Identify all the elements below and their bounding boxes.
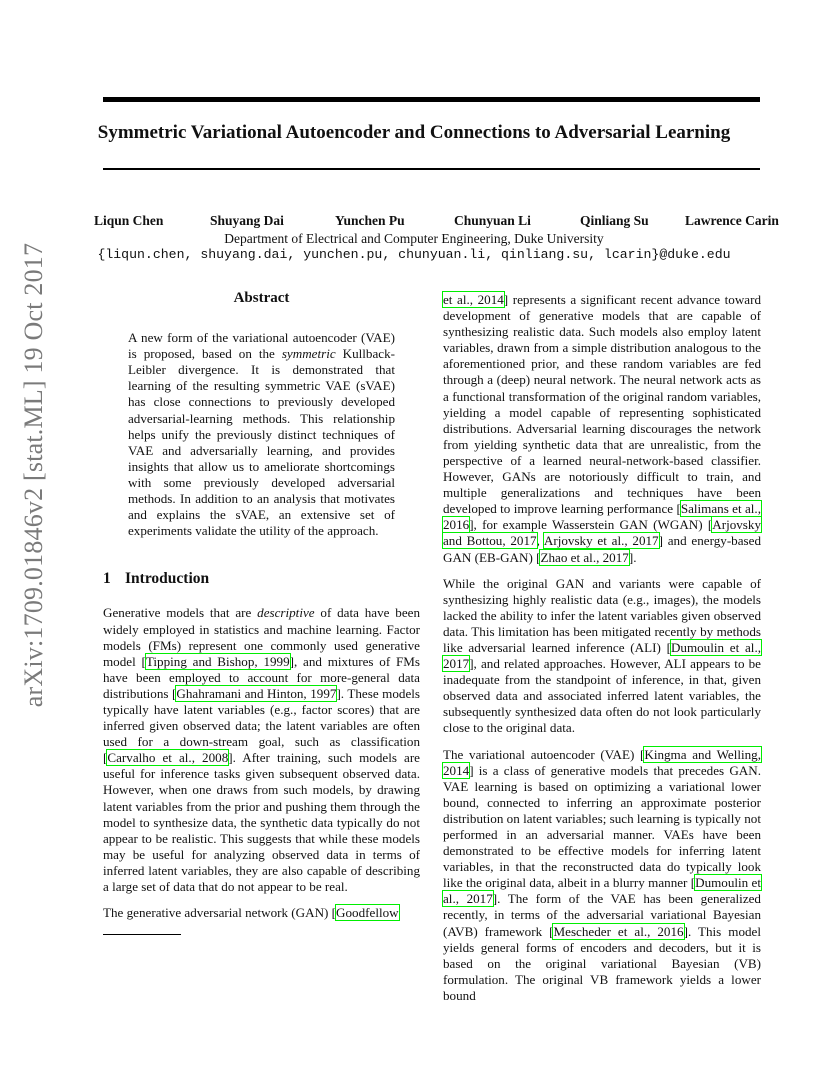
title-rule-top	[103, 97, 760, 102]
intro-paragraph: et al., 2014] represents a significant recent advance toward development of generative models that are capable of synthesizing realistic data. Such models also employ latent variables, drawn from a simple distribution analogous to the aforementioned prior, and these random variables are fed through a (deep) neural network. The neural network acts as a functional transformation of the original random variables, yielding a model capable of representing sophisticated distributions. Adversarial learning discourages the network from yielding synthetic data that are unrealistic, from the perspective of a learned neural-network-based classifier. However, GANs are notoriously difficult to train, and multiple generalizations and techniques have been developed to improve learning performance [Salimans et al., 2016], for example Wasserstein GAN (WGAN) [Arjovsky and Bottou, 2017, Arjovsky et al., 2017] and energy-based GAN (EB-GAN) [Zhao et al., 2017].	[443, 292, 762, 565]
intro-paragraph: Generative models that are descriptive of data have been widely employed in statistics and machine learning. Factor models (FMs) represent one commonly used generative model [Tipping and Bishop, 1999], and mixtures of FMs have been employed to account for more-general data distributions [Ghahramani and Hinton, 1997]. These models typically have latent variables (e.g., factor scores) that are inferred given observed data; the latent variables are often used for a down-stream goal, such as classification [Carvalho et al., 2008]. After training, such models are useful for inference tasks given subsequent observed data. However, when one draws from such models, by drawing latent variables from the prior and pushing them through the model to synthesize data, the synthetic data typically do not appear to be realistic. This suggests that while these models may be useful for analyzing observed data in terms of inferred latent variables, they are also capable of describing a large set of data that do not appear to be real.	[103, 605, 421, 894]
author-name: Liqun Chen	[94, 213, 164, 228]
citation-link[interactable]: Mescheder et al., 2016	[553, 923, 684, 939]
author-name: Shuyang Dai	[210, 213, 284, 228]
intro-paragraph: The generative adversarial network (GAN) [Goodfellow	[103, 905, 399, 921]
citation-link[interactable]: Dumoulin et al., 2017	[443, 875, 761, 907]
abstract-heading: Abstract	[233, 290, 290, 306]
author-name: Lawrence Carin	[685, 213, 779, 228]
author-name: Qinliang Su	[580, 213, 649, 228]
citation-link[interactable]: Kingma and Welling, 2014	[443, 746, 761, 778]
arxiv-identifier: arXiv:1709.01846v2 [stat.ML] 19 Oct 2017	[19, 242, 48, 708]
abstract-text: A new form of the variational autoencoder (VAE) is proposed, based on the symmetric Kullback-Leibler divergence. It is demonstrated that learning of the resulting symmetric VAE (sVAE) has close connections to previously developed adversarial-learning methods. This relationship helps unify the previously distinct techniques of VAE and adversarially learning, and provides insights that allow us to ameliorate shortcomings with some previously developed adversarial methods. In addition to an analysis that motivates and explains the sVAE, an extensive set of experiments validate the utility of the approach.	[128, 330, 395, 539]
author-name: Yunchen Pu	[335, 213, 405, 228]
citation-link[interactable]: Carvalho et al., 2008	[107, 750, 229, 766]
citation-link[interactable]: Salimans et al., 2016	[443, 501, 761, 533]
citation-link[interactable]: Arjovsky and Bottou, 2017	[443, 517, 761, 549]
author-name: Chunyuan Li	[454, 213, 531, 228]
citation-link[interactable]: Goodfellow	[336, 905, 399, 921]
citation-link[interactable]: Dumoulin et al., 2017	[443, 639, 761, 672]
citation-link[interactable]: Zhao et al., 2017	[540, 549, 629, 565]
title-rule-bottom	[103, 168, 760, 170]
citation-link[interactable]: et al., 2014	[443, 292, 504, 307]
footnote-rule	[103, 934, 181, 935]
citation-link[interactable]: Ghahramani and Hinton, 1997	[176, 685, 337, 701]
author-emails: {liqun.chen, shuyang.dai, yunchen.pu, chunyuan.li, qinliang.su, lcarin}@duke.edu	[97, 247, 731, 262]
citation-link[interactable]: Arjovsky et al., 2017	[543, 533, 659, 549]
citation-link[interactable]: Tipping and Bishop, 1999	[145, 653, 290, 669]
intro-paragraph: The variational autoencoder (VAE) [Kingma and Welling, 2014] is a class of generative models that precedes GAN. VAE learning is based on optimizing a variational lower bound, connected to inferring an approximate posterior distribution on latent variables; such learning is typically not performed in an adversarial manner. VAEs have been demonstrated to be effective models for inferring latent variables, in that the reconstructed data do typically look like the original data, albeit in a blurry manner [Dumoulin et al., 2017]. The form of the VAE has been generalized recently, in terms of the adversarial variational Bayesian (AVB) framework [Mescheder et al., 2016]. This model yields general forms of encoders and decoders, but it is based on the original variational Bayesian (VB) formulation. The original VB framework yields a lower bound	[443, 746, 761, 1003]
affiliation: Department of Electrical and Computer Engineering, Duke University	[224, 231, 604, 246]
right-column	[443, 292, 761, 1014]
left-column	[103, 290, 420, 931]
intro-paragraph: While the original GAN and variants were capable of synthesizing highly realistic data (e.g., images), the models lacked the ability to infer the latent variables given observed data. This limitation has been mitigated recently by methods like adversarial learned inference (ALI) [Dumoulin et al., 2017], and related approaches. However, ALI appears to be inadequate from the standpoint of inference, in that, given observed data and associated inferred latent variables, the subsequently synthesized data often do not look particularly close to the original data.	[443, 575, 761, 736]
section-heading-introduction: 1 Introduction	[103, 570, 210, 588]
paper-title: Symmetric Variational Autoencoder and Connections to Adversarial Learning	[97, 122, 731, 143]
